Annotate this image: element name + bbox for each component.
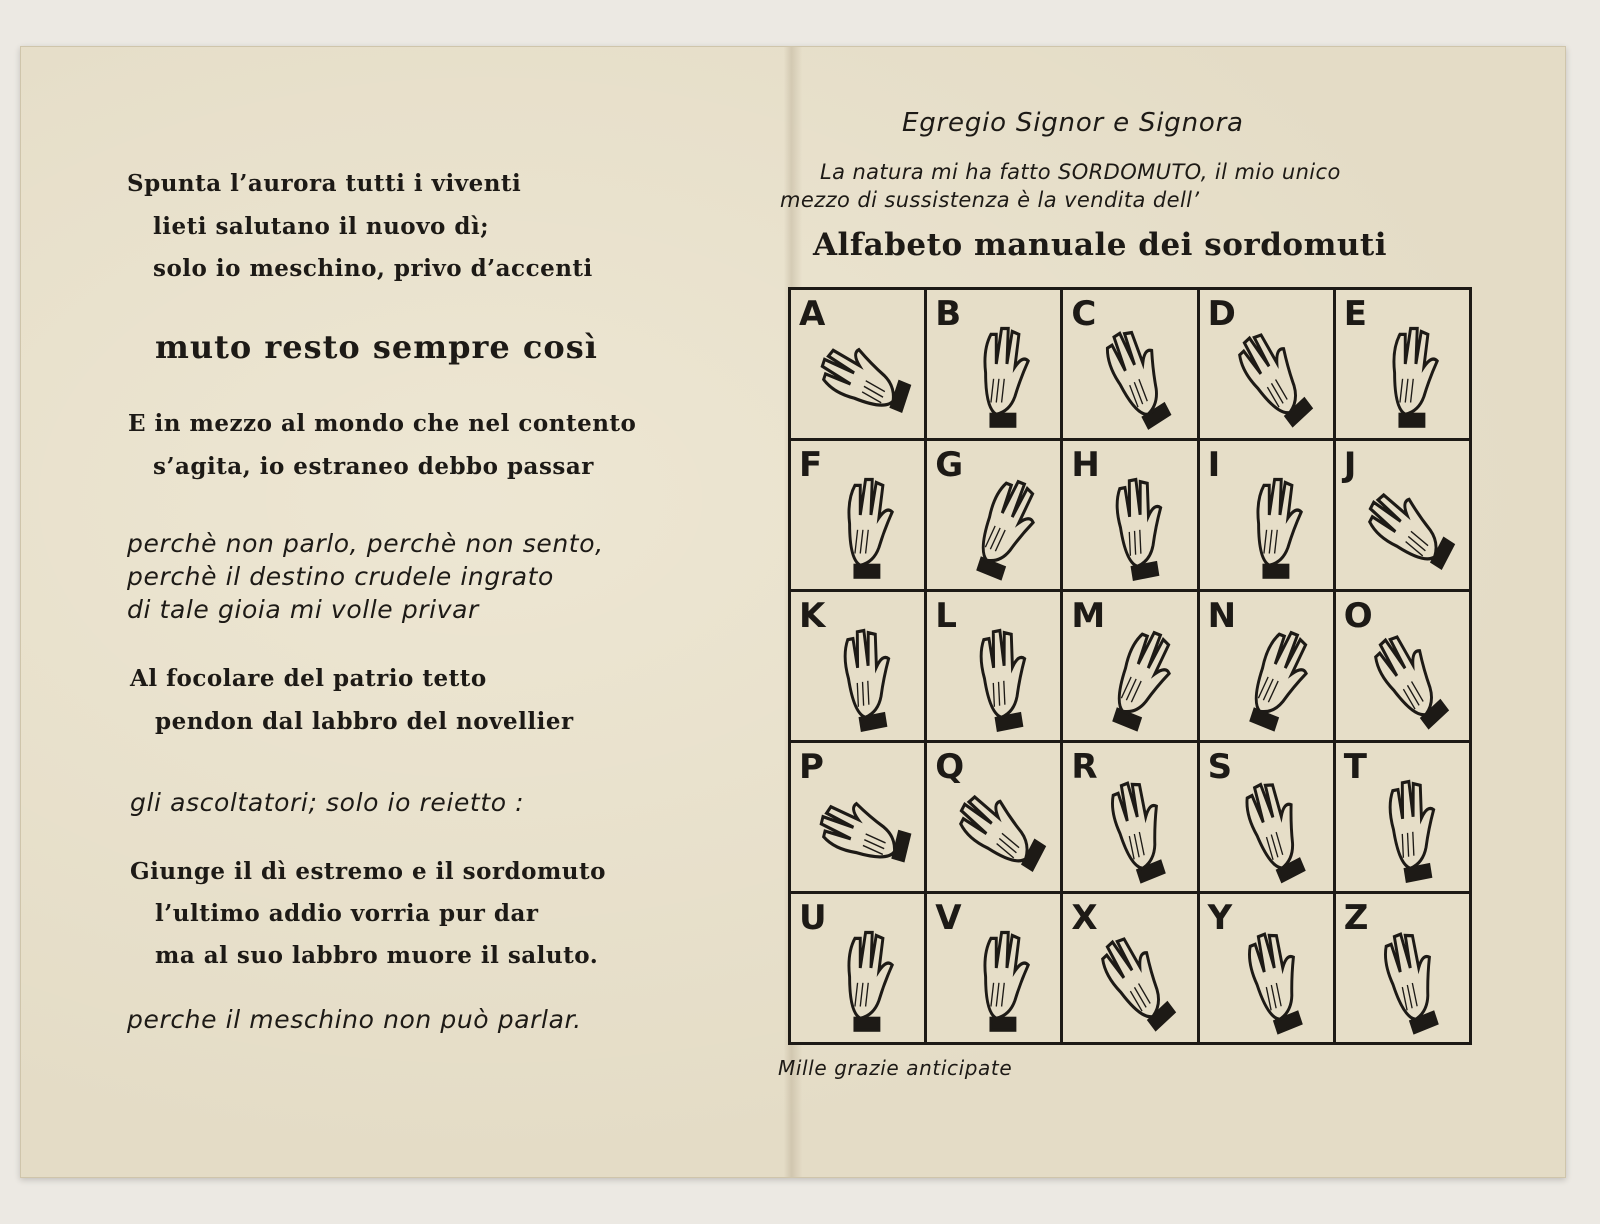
alphabet-letter: G bbox=[935, 445, 964, 485]
poem-line: Giunge il dì estremo e il sordomuto bbox=[130, 858, 606, 885]
alphabet-cell bbox=[1063, 441, 1196, 589]
alphabet-cell bbox=[1336, 441, 1469, 589]
alphabet-cell bbox=[791, 290, 924, 438]
poem-line-italic: gli ascoltatori; solo io reietto : bbox=[130, 788, 525, 817]
alphabet-cell bbox=[1063, 290, 1196, 438]
alphabet-letter: I bbox=[1207, 445, 1221, 485]
poem-line: lieti salutano il nuovo dì; bbox=[153, 213, 490, 240]
alphabet-letter: C bbox=[1071, 294, 1097, 334]
alphabet-cell bbox=[791, 743, 924, 891]
alphabet-cell bbox=[1200, 290, 1333, 438]
alphabet-letter: B bbox=[935, 294, 962, 334]
alphabet-cell bbox=[1200, 894, 1333, 1042]
poem-line-italic: perchè non parlo, perchè non sento, bbox=[127, 529, 604, 558]
alphabet-cell bbox=[1336, 894, 1469, 1042]
alphabet-cell bbox=[1063, 592, 1196, 740]
alphabet-cell bbox=[791, 894, 924, 1042]
alphabet-letter: H bbox=[1071, 445, 1100, 485]
poem-line: ma al suo labbro muore il saluto. bbox=[155, 942, 599, 969]
alphabet-letter: Q bbox=[935, 747, 965, 787]
poem-line: solo io meschino, privo d’accenti bbox=[153, 255, 593, 282]
alphabet-cell bbox=[927, 441, 1060, 589]
alphabet-letter: Y bbox=[1207, 898, 1233, 938]
alphabet-cell bbox=[927, 290, 1060, 438]
poem-line: l’ultimo addio vorria pur dar bbox=[155, 900, 539, 927]
alphabet-letter: R bbox=[1071, 747, 1098, 787]
alphabet-letter: M bbox=[1071, 596, 1106, 636]
intro-line-1: La natura mi ha fatto SORDOMUTO, il mio unico bbox=[820, 160, 1341, 184]
alphabet-letter: X bbox=[1071, 898, 1098, 938]
alphabet-cell bbox=[1063, 894, 1196, 1042]
alphabet-letter: K bbox=[799, 596, 826, 636]
alphabet-cell bbox=[927, 743, 1060, 891]
alphabet-letter: P bbox=[799, 747, 824, 787]
alphabet-letter: Z bbox=[1343, 898, 1369, 938]
alphabet-cell bbox=[1336, 592, 1469, 740]
alphabet-letter: E bbox=[1343, 294, 1368, 334]
alphabet-cell bbox=[1336, 290, 1469, 438]
alphabet-cell bbox=[927, 894, 1060, 1042]
alphabet-letter: N bbox=[1207, 596, 1237, 636]
alphabet-cell bbox=[791, 441, 924, 589]
alphabet-cell bbox=[1200, 441, 1333, 589]
alphabet-cell bbox=[927, 592, 1060, 740]
alphabet-letter: D bbox=[1207, 294, 1236, 334]
poem-line-italic: perchè il destino crudele ingrato bbox=[127, 562, 554, 591]
alphabet-letter: A bbox=[799, 294, 826, 334]
alphabet-letter: L bbox=[935, 596, 957, 636]
alphabet-letter: O bbox=[1343, 596, 1373, 636]
poem-line: E in mezzo al mondo che nel contento bbox=[128, 410, 637, 437]
alphabet-letter: F bbox=[799, 445, 823, 485]
alphabet-cell bbox=[791, 592, 924, 740]
alphabet-cell bbox=[1200, 592, 1333, 740]
alphabet-letter: T bbox=[1343, 747, 1367, 787]
alphabet-letter: J bbox=[1343, 445, 1357, 485]
greeting: Egregio Signor e Signora bbox=[902, 108, 1244, 138]
poem-line: Al focolare del patrio tetto bbox=[130, 665, 487, 692]
poem-line-bold: muto resto sempre così bbox=[155, 328, 598, 366]
alphabet-cell bbox=[1336, 743, 1469, 891]
intro-line-2: mezzo di sussistenza è la vendita dell’ bbox=[780, 188, 1200, 212]
alphabet-cell bbox=[1063, 743, 1196, 891]
alphabet-letter: S bbox=[1207, 747, 1233, 787]
poem-line: pendon dal labbro del novellier bbox=[155, 708, 574, 735]
alphabet-letter: U bbox=[799, 898, 827, 938]
thanks-footer: Mille grazie anticipate bbox=[778, 1056, 1013, 1080]
alphabet-cell bbox=[1200, 743, 1333, 891]
poem-line-italic: perche il meschino non può parlar. bbox=[127, 1005, 582, 1034]
alphabet-letter: V bbox=[935, 898, 962, 938]
poem-line: Spunta l’aurora tutti i viventi bbox=[127, 170, 522, 197]
manual-alphabet-grid bbox=[788, 287, 1472, 1045]
poem-line: s’agita, io estraneo debbo passar bbox=[153, 453, 594, 480]
poem-line-italic: di tale gioia mi volle privar bbox=[127, 595, 479, 624]
alphabet-title: Alfabeto manuale dei sordomuti bbox=[813, 227, 1387, 263]
